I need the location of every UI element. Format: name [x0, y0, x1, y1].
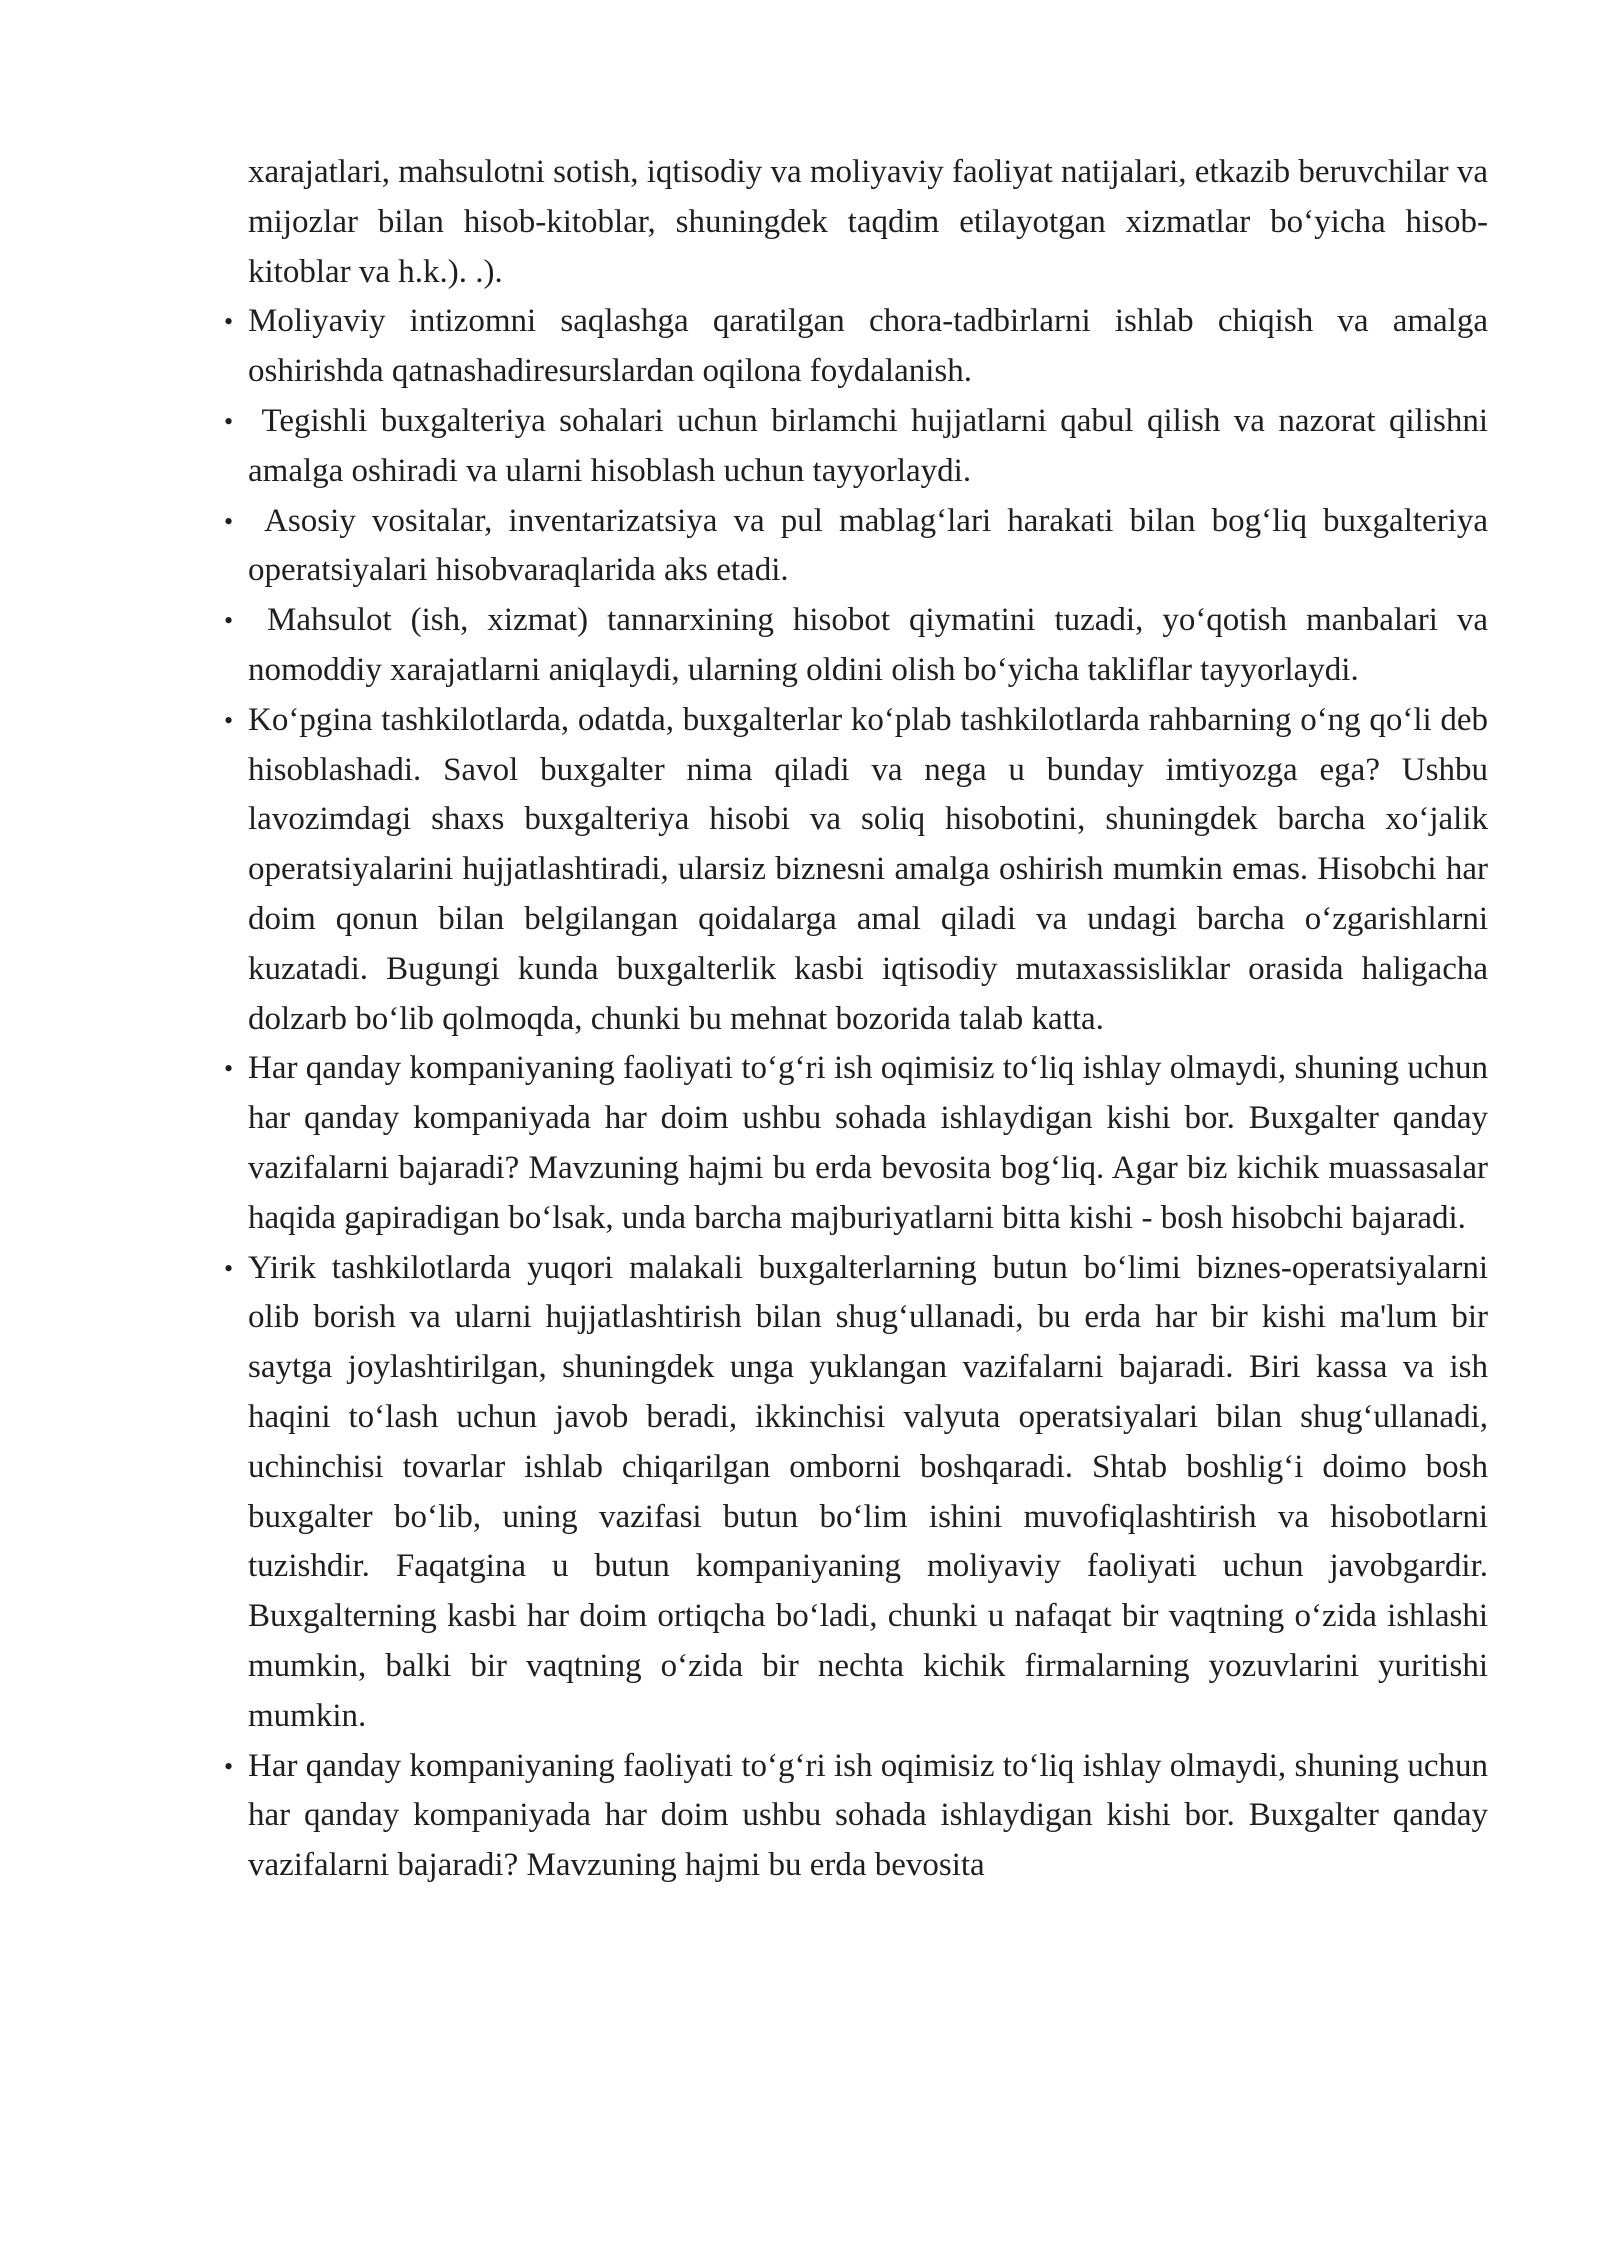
bullet-icon: [224, 1742, 233, 1792]
bullet-icon: [224, 297, 233, 347]
list-item-text: Tegishli buxgalteriya sohalari uchun birlamchi hujjatlarni qabul qilish va nazorat qilishni amalga oshiradi va ularni hisoblash uchun tayyorlaydi.: [248, 402, 1497, 489]
list-item-text: Asosiy vositalar, inventarizatsiya va pul mablag‘lari harakati bilan bog‘liq buxgalteriya operatsiyalari hisobvaraqlarida aks etadi.: [248, 502, 1497, 589]
list-item-text: Mahsulot (ish, xizmat) tannarxining hisobot qiymatini tuzadi, yo‘qotish manbalari va nomoddiy xarajatlarni aniqlaydi, ularning oldini olish bo‘yicha takliflar tayyorlaydi.: [248, 602, 1497, 688]
continuation-paragraph: xarajatlari, mahsulotni sotish, iqtisodiy va moliyaviy faoliyat natijalari, etkazib beruvchilar va mijozlar bilan hisob-kitoblar, shuningdek taqdim etilayotgan xizmatlar bo‘yicha hisob-kitoblar va h.k.). .).: [248, 154, 1488, 290]
bullet-icon: [224, 596, 233, 646]
list-item-text: Ko‘pgina tashkilotlarda, odatda, buxgalterlar ko‘plab tashkilotlarda rahbarning o‘ng qo‘li deb hisoblashadi. Savol buxgalter nima qiladi va nega u bunday imtiyozga ega? Ushbu lavozimdagi shaxs buxgalteriya hisobi va soliq hisobotini, shuningdek barcha xo‘jalik operatsiyalarini hujjatlashtiradi, ularsiz biznesni amalga oshirish mumkin emas. Hisobchi har doim qonun bilan belgilangan qoidalarga amal qiladi va undagi barcha o‘zgarishlarni kuzatadi. Bugungi kunda buxgalterlik kasbi iqtisodiy mutaxassisliklar orasida haligacha dolzarb bo‘lib qolmoqda, chunki bu mehnat bozorida talab katta.: [248, 701, 1488, 1037]
list-item-text: Moliyaviy intizomni saqlashga qaratilgan chora-tadbirlarni ishlab chiqish va amalga oshirishda qatnashadiresurslardan oqilona foydalanish.: [248, 303, 1488, 390]
bullet-list: [248, 297, 1497, 1891]
list-item: [248, 497, 1497, 597]
list-item: [248, 696, 1488, 1045]
list-item: [248, 1244, 1488, 1742]
list-item: [248, 1044, 1488, 1243]
bullet-icon: [224, 497, 233, 547]
list-item-text: Har qanday kompaniyaning faoliyati to‘g‘ri ish oqimisiz to‘liq ishlay olmaydi, shuning uchun har qanday kompaniyada har doim ushbu sohada ishlaydigan kishi bor. Buxgalter qanday vazifalarni bajaradi? Mavzuning hajmi bu erda bevosita: [248, 1747, 1488, 1884]
list-item-text: Yirik tashkilotlarda yuqori malakali buxgalterlarning butun bo‘limi biznes-operatsiyalarni olib borish va ularni hujjatlashtirish bilan shug‘ullanadi, bu erda har bir kishi ma'lum bir saytga joylashtirilgan, shuningdek unga yuklangan vazifalarni bajaradi. Biri kassa va ish haqini to‘lash uchun javob beradi, ikkinchisi valyuta operatsiyalari bilan shug‘ullanadi, uchinchisi tovarlar ishlab chiqarilgan omborni boshqaradi. Shtab boshlig‘i doimo bosh buxgalter bo‘lib, uning vazifasi butun bo‘lim ishini muvofiqlashtirish va hisobotlarni tuzishdir. Faqatgina u butun kompaniyaning moliyaviy faoliyati uchun javobgardir. Buxgalterning kasbi har doim ortiqcha bo‘ladi, chunki u nafaqat bir vaqtning o‘zida ishlashi mumkin, balki bir vaqtning o‘zida bir nechta kichik firmalarning yozuvlarini yuritishi mumkin.: [248, 1249, 1488, 1734]
list-item: [248, 297, 1488, 397]
document-page: [248, 148, 1497, 1891]
list-item: [248, 397, 1497, 497]
bullet-icon: [224, 1244, 233, 1294]
bullet-icon: [224, 1044, 233, 1094]
bullet-icon: [224, 397, 233, 447]
bullet-icon: [224, 696, 233, 746]
list-item: [248, 596, 1497, 696]
list-item-text: Har qanday kompaniyaning faoliyati to‘g‘ri ish oqimisiz to‘liq ishlay olmaydi, shuning uchun har qanday kompaniyada har doim ushbu sohada ishlaydigan kishi bor. Buxgalter qanday vazifalarni bajaradi? Mavzuning hajmi bu erda bevosita bog‘liq. Agar biz kichik muassasalar haqida gapiradigan bo‘lsak, unda barcha majburiyatlarni bitta kishi - bosh hisobchi bajaradi.: [248, 1050, 1488, 1236]
list-item: [248, 1742, 1488, 1891]
